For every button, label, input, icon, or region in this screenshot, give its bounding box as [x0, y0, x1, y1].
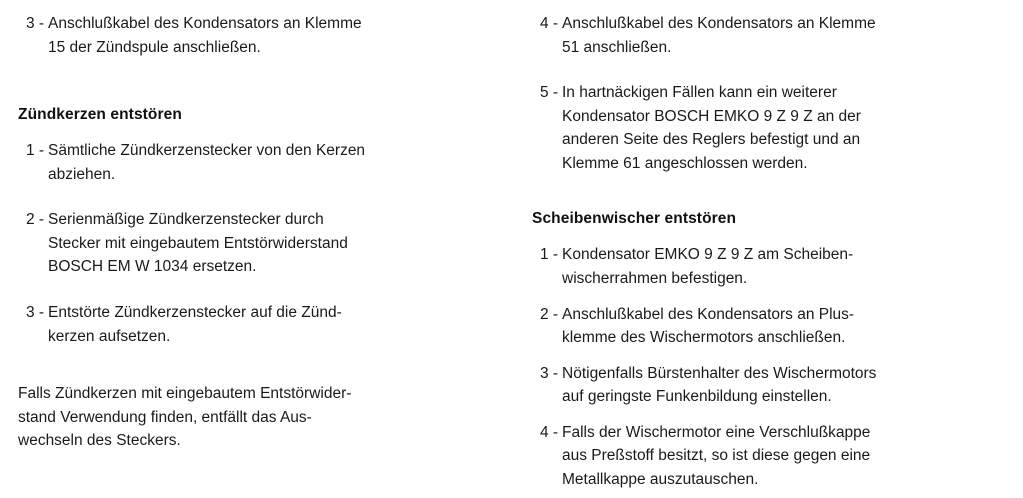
list-item-line: BOSCH EM W 1034 ersetzen.: [48, 258, 257, 276]
list-item-line: Metallkappe auszutauschen.: [562, 470, 759, 488]
list-item-body: [48, 208, 488, 279]
list-item: [532, 81, 1002, 175]
list-item: [532, 303, 1002, 350]
list-item-line: wischerrahmen befestigen.: [562, 269, 748, 287]
list-item-marker: 3 -: [540, 364, 559, 382]
list-item-line: 15 der Zündspule anschließen.: [48, 38, 261, 56]
list-item-line: Kondensator BOSCH EMKO 9 Z 9 Z an der: [562, 107, 861, 125]
right-column: [532, 12, 1002, 498]
list-item-body: [562, 303, 1002, 350]
list-item-marker: 4 -: [540, 15, 559, 32]
list-item-marker: 2 -: [540, 305, 559, 323]
list-item-line: abziehen.: [48, 165, 116, 183]
list-item: [532, 362, 1002, 409]
paragraph-spacer: [18, 364, 488, 382]
list-item-marker: 1 -: [540, 246, 559, 264]
list-item-line: Anschlußkabel des Kondensators an Plus-: [562, 305, 855, 323]
paragraph-line: stand Verwendung finden, entfällt das Aus-: [18, 408, 312, 426]
list-item-line: In hartnäckigen Fällen kann ein weiterer: [562, 84, 837, 102]
closing-paragraph-left: [18, 382, 488, 453]
list-item-marker: 3 -: [26, 303, 45, 321]
paragraph-line: Falls Zündkerzen mit eingebautem Entstörwider-: [18, 385, 352, 403]
list-item-marker: 1 -: [26, 142, 45, 160]
list-item-line: Serienmäßige Zündkerzenstecker durch: [48, 211, 324, 229]
list-zuendkerzen: [18, 139, 488, 348]
left-column: [18, 12, 488, 498]
list-item-line: Anschlußkabel des Kondensators an Klemme: [562, 15, 876, 32]
continued-list-right: [532, 12, 1002, 175]
list-item: [532, 243, 1002, 290]
section-spacer: [18, 75, 488, 105]
section-heading-zuendkerzen: Zündkerzen entstören: [18, 106, 182, 124]
list-item: [532, 12, 1002, 59]
list-item-line: Falls der Wischermotor eine Verschlußkappe: [562, 423, 871, 441]
section-spacer: [532, 191, 1002, 209]
list-item-marker: 2 -: [26, 211, 45, 229]
list-item-line: aus Preßstoff besitzt, so ist diese gegen eine: [562, 447, 871, 465]
list-item-body: [562, 362, 1002, 409]
list-item-body: [48, 139, 488, 186]
list-item: [532, 421, 1002, 492]
list-item: [18, 301, 488, 348]
list-item: [18, 139, 488, 186]
list-item: [18, 12, 488, 59]
list-scheibenwischer: [532, 243, 1002, 491]
list-item-marker: 5 -: [540, 84, 559, 102]
list-item-marker: 4 -: [540, 423, 559, 441]
list-item-line: 51 anschließen.: [562, 38, 672, 56]
list-item-line: Klemme 61 angeschlossen werden.: [562, 154, 808, 172]
list-item-line: Stecker mit eingebautem Entstörwiderstand: [48, 234, 348, 252]
item-spacer: [18, 293, 488, 301]
list-item-marker: 3 -: [26, 15, 45, 32]
item-spacer: [532, 73, 1002, 81]
list-item-body: [562, 12, 1002, 59]
list-item-line: anderen Seite des Reglers befestigt und an: [562, 131, 861, 149]
list-item-line: Nötigenfalls Bürstenhalter des Wischermotors: [562, 364, 877, 382]
list-item-line: Sämtliche Zündkerzenstecker von den Kerzen: [48, 142, 366, 160]
list-item-body: [48, 12, 488, 59]
section-heading-scheibenwischer: Scheibenwischer entstören: [532, 210, 737, 228]
list-item-line: auf geringste Funkenbildung einstellen.: [562, 388, 832, 406]
list-item-line: Entstörte Zündkerzenstecker auf die Zünd-: [48, 303, 342, 321]
list-item-line: klemme des Wischermotors anschließen.: [562, 329, 846, 347]
paragraph-line: wechseln des Steckers.: [18, 432, 181, 450]
list-item-body: [48, 301, 488, 348]
list-item-body: [562, 243, 1002, 290]
list-item-body: [562, 81, 1002, 175]
list-item-line: kerzen aufsetzen.: [48, 327, 171, 345]
list-item-line: Kondensator EMKO 9 Z 9 Z am Scheiben-: [562, 246, 854, 264]
item-spacer: [18, 200, 488, 208]
list-item-body: [562, 421, 1002, 492]
continued-list-left: [18, 12, 488, 59]
list-item: [18, 208, 488, 279]
list-item-line: Anschlußkabel des Kondensators an Klemme: [48, 15, 362, 32]
